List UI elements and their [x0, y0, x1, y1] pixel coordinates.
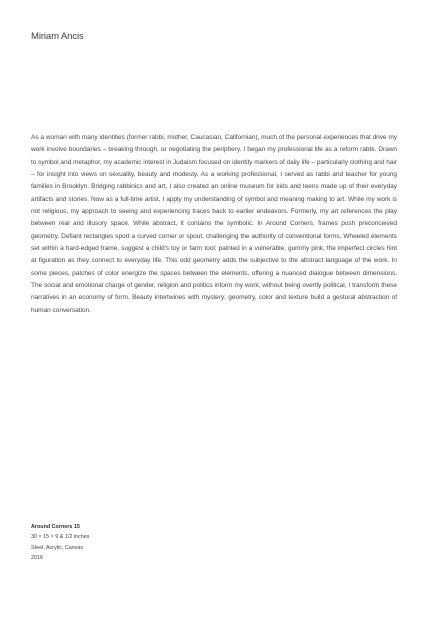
artwork-dimensions: 30 × 15 × 9 & 1/2 inches [31, 534, 90, 541]
artwork-caption [31, 522, 89, 563]
artist-statement: As a woman with many identities (former rabbi, mother, Caucasian, Californian), much of the personal experiences that drive my work involve boundaries – breaking through, or negotiating the periphery. I began my professional life as a reform rabbi. Drawn to symbol and metaphor, my academic interest in Judaism focused on identity markers of daily life – particularly clothing and hair – for insight into views on sexuality, beauty and modesty. As a working professional, I served as rabbi and teacher for young families in Brooklyn. Bridging rabbinics and art, I also created an online museum for kids and teens made up of their everyday artifacts and stories. Now as a full-time artist, I apply my understanding of symbol and meaning making to art. While my work is not religious, my approach to seeing and experiencing traces back to earlier endeavors. Formerly, my art references the play between real and illusory space. While abstract, it contains the symbolic. In Around Corners, frames push preconceived geometry. Defiant rectangles sport a curved corner or spout, challenging the authority of conventional forms. Wheeled elements set within a hard-edged frame, suggest a child's toy or farm tool; painted in a vulnerable, gummy pink, the imperfect circles hint at figuration as they connect to everyday life. This odd geometry adds the subjective to the abstract language of the work. In some pieces, patches of color energize the spaces between the elements, offering a nuanced dialogue between dimensions. The social and emotional charge of gender, religion and politics inform my work; without being overtly political, I transform these narratives in an economy of form. Beauty intertwines with mystery; geometry, color and texture build a gestural abstraction of human conversation. [31, 134, 397, 314]
author-name: Miriam Ancis [31, 31, 84, 42]
artwork-year: 2016 [31, 554, 43, 561]
artwork-medium: Steel, Acrylic, Canvas [31, 544, 84, 551]
artwork-title: Around Corners 15 [31, 524, 80, 530]
